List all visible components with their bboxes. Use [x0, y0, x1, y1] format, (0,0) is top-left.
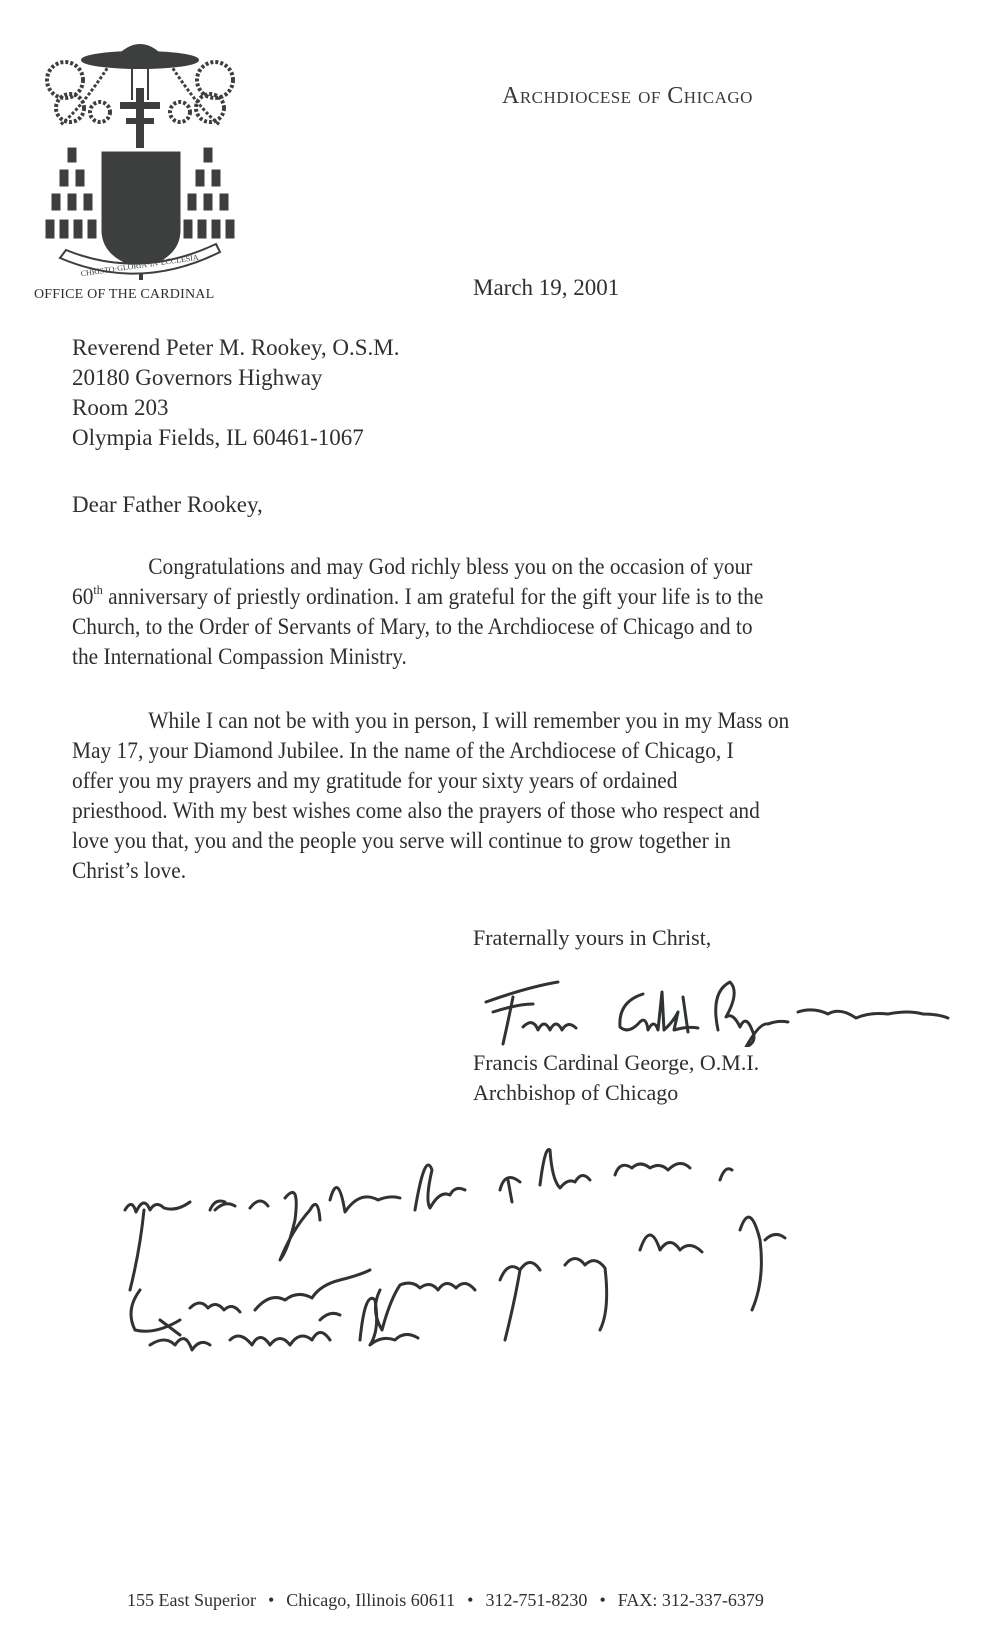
recipient-address	[72, 333, 400, 453]
office-label: OFFICE OF THE CARDINAL	[34, 287, 215, 302]
bullet-separator: •	[599, 1590, 606, 1610]
coat-of-arms-icon	[20, 30, 260, 280]
letterhead-footer	[127, 1590, 764, 1611]
crest-graphic	[20, 30, 260, 280]
signatory	[473, 1048, 759, 1108]
signatory-title: Archbishop of Chicago	[473, 1080, 679, 1105]
ordinal-suffix: th	[93, 582, 103, 597]
recipient-city: Olympia Fields, IL 60461-1067	[72, 425, 364, 450]
paragraph-line: love you that, you and the people you serve will continue to grow together in	[72, 828, 731, 853]
bullet-separator: •	[267, 1590, 275, 1610]
letter-date: March 19, 2001	[473, 275, 620, 300]
paragraph-line: the International Compassion Ministry.	[72, 644, 407, 669]
paragraph-line	[72, 582, 900, 612]
closing: Fraternally yours in Christ,	[473, 925, 712, 950]
paragraph-line: May 17, your Diamond Jubilee. In the name of the Archdiocese of Chicago, I	[72, 738, 734, 763]
paragraph-line: Church, to the Order of Servants of Mary, to the Archdiocese of Chicago and to	[72, 614, 753, 639]
recipient-street: 20180 Governors Highway	[72, 365, 323, 390]
organization-name: Archdiocese of Chicago	[502, 83, 753, 109]
ordinal-number: 60	[72, 584, 94, 609]
footer-phone: 312-751-8230	[485, 1590, 588, 1610]
recipient-room: Room 203	[72, 395, 169, 420]
handwritten-signature	[478, 952, 968, 1047]
body-paragraph-2	[72, 706, 900, 886]
footer-fax: FAX: 312-337-6379	[617, 1590, 764, 1610]
paragraph-line: Christ’s love.	[72, 858, 187, 883]
paragraph-line: priesthood. With my best wishes come also the prayers of those who respect and	[72, 798, 760, 823]
signature-icon	[478, 952, 968, 1047]
crest-motto: CHRISTO·GLORIA·IN·ECCLESIA	[80, 252, 200, 279]
bullet-separator: •	[467, 1590, 474, 1610]
paragraph-line: offer you my prayers and my gratitude for your sixty years of ordained	[72, 768, 678, 793]
paragraph-line-rest: anniversary of priestly ordination. I am grateful for the gift your life is to the	[102, 584, 764, 609]
footer-address: 155 East Superior	[127, 1590, 256, 1610]
recipient-name: Reverend Peter M. Rookey, O.S.M.	[72, 335, 400, 360]
handwritten-note	[120, 1140, 960, 1365]
handwriting-icon	[120, 1140, 960, 1365]
footer-city: Chicago, Illinois 60611	[286, 1590, 456, 1610]
paragraph-line: While I can not be with you in person, I will remember you in my Mass on	[148, 708, 790, 733]
salutation: Dear Father Rookey,	[72, 492, 263, 517]
signatory-name: Francis Cardinal George, O.M.I.	[473, 1050, 760, 1075]
body-paragraph-1	[72, 552, 900, 672]
paragraph-line: Congratulations and may God richly bless you on the occasion of your	[148, 554, 753, 579]
